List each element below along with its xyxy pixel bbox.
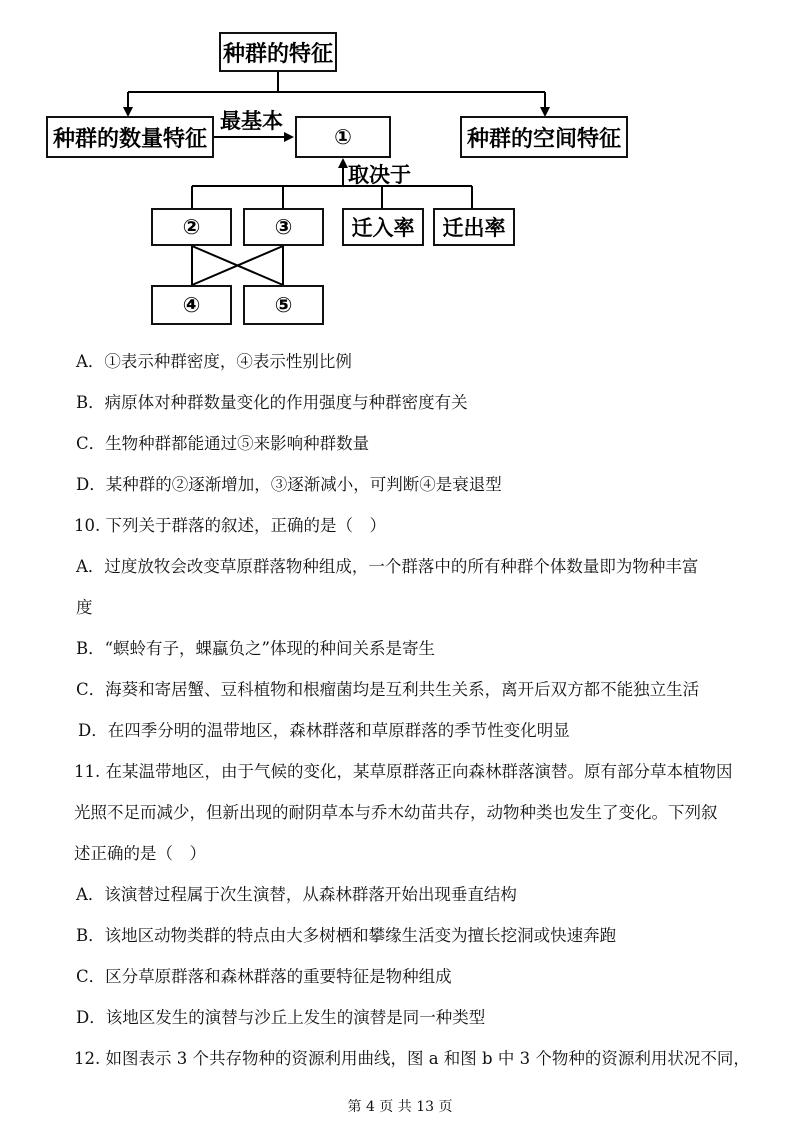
page-footer: 第 4 页 共 13 页: [347, 1099, 453, 1115]
box-5: ⑤: [243, 285, 324, 325]
q9-option-c: C．生物种群都能通过⑤来影响种群数量: [76, 434, 370, 453]
q10-option-b: B．“螟蛉有子，蜾蠃负之”体现的种间关系是寄生: [76, 639, 435, 658]
label-most-basic: 最基本: [220, 109, 283, 133]
box-3: ③: [243, 208, 324, 246]
population-characteristics-diagram: [0, 0, 800, 340]
box-1: ①: [295, 116, 391, 158]
q9-option-a: A．①表示种群密度，④表示性别比例: [76, 352, 352, 371]
q10-option-a-line1: A．过度放牧会改变草原群落物种组成，一个群落中的所有种群个体数量即为物种丰富: [76, 557, 699, 576]
label-decided-by: 取决于: [348, 163, 411, 187]
box-4: ④: [151, 285, 232, 325]
box-quantity-characteristics: 种群的数量特征: [46, 116, 214, 158]
q11-option-d: D．该地区发生的演替与沙丘上发生的演替是同一种类型: [76, 1008, 486, 1027]
box-spatial-characteristics: 种群的空间特征: [460, 116, 628, 158]
q11-stem-line2: 光照不足而减少，但新出现的耐阴草本与乔木幼苗共存，动物种类也发生了变化。下列叙: [74, 803, 718, 822]
q9-option-b: B．病原体对种群数量变化的作用强度与种群密度有关: [76, 393, 468, 412]
q11-option-b: B．该地区动物类群的特点由大多树栖和攀缘生活变为擅长挖洞或快速奔跑: [76, 926, 617, 945]
q10-option-d: D．在四季分明的温带地区，森林群落和草原群落的季节性变化明显: [78, 721, 570, 740]
q10-stem: 10. 下列关于群落的叙述，正确的是（ ）: [74, 516, 386, 535]
q11-option-c: C．区分草原群落和森林群落的重要特征是物种组成: [76, 967, 452, 986]
q11-stem-line3: 述正确的是（ ）: [74, 844, 206, 863]
q9-option-d: D．某种群的②逐渐增加，③逐渐减小，可判断④是衰退型: [76, 475, 502, 494]
box-immigration-rate: 迁入率: [342, 208, 424, 246]
q11-option-a: A．该演替过程属于次生演替，从森林群落开始出现垂直结构: [76, 885, 517, 904]
q10-option-a-line2: 度: [76, 598, 93, 617]
q10-option-c: C．海葵和寄居蟹、豆科植物和根瘤菌均是互利共生关系，离开后双方都不能独立生活: [76, 680, 700, 699]
q11-stem-line1: 11. 在某温带地区，由于气候的变化，某草原群落正向森林群落演替。原有部分草本植物因: [74, 762, 733, 781]
box-population-characteristics: 种群的特征: [219, 32, 337, 72]
box-emigration-rate: 迁出率: [433, 208, 515, 246]
box-2: ②: [151, 208, 232, 246]
q12-stem-line1: 12. 如图表示 3 个共存物种的资源利用曲线，图 a 和图 b 中 3 个物种的资源利用状况不同，: [74, 1049, 750, 1068]
